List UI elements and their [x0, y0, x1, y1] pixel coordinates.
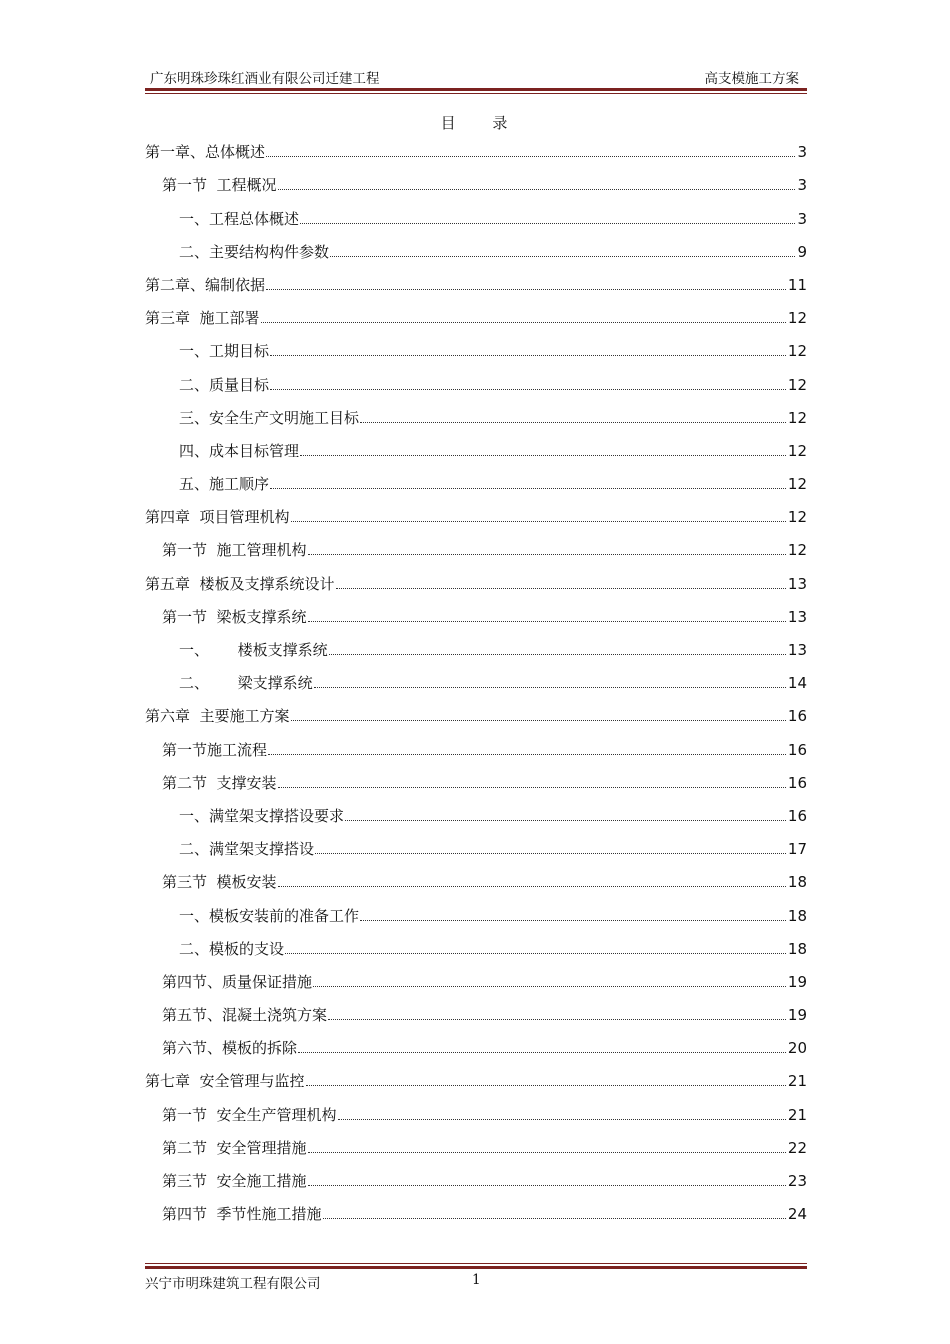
- toc-dot-leader: [291, 520, 786, 522]
- toc-entry-label: 四、成本目标管理: [179, 441, 300, 460]
- toc-entry-page-number: 12: [787, 441, 807, 460]
- toc-dot-leader: [266, 288, 786, 290]
- toc-entry-page-number: 12: [787, 541, 807, 560]
- toc-entry-label: 第六节、模板的拆除: [162, 1039, 298, 1058]
- toc-dot-leader: [308, 553, 786, 555]
- toc-entry-label: 第三节 安全施工措施: [162, 1172, 307, 1190]
- toc-dot-leader: [360, 421, 786, 423]
- toc-dot-leader: [314, 686, 786, 688]
- toc-entry-page-number: 20: [787, 1039, 807, 1058]
- toc-entry-page-number: 16: [787, 806, 807, 825]
- toc-entry-label: 第四节 季节性施工措施: [162, 1205, 322, 1224]
- toc-entry-page-number: 13: [787, 607, 807, 626]
- toc-entry-page-number: 12: [787, 408, 807, 427]
- toc-entry-label: 第六章 主要施工方案: [145, 707, 290, 726]
- toc-entry[interactable]: [145, 993, 807, 1026]
- toc-dot-leader: [313, 985, 786, 987]
- toc-entry-page-number: 22: [787, 1138, 807, 1157]
- toc-entry[interactable]: [145, 163, 807, 196]
- toc-entry[interactable]: [145, 694, 807, 727]
- footer-rule-thin: [145, 1263, 807, 1264]
- toc-entry[interactable]: [145, 296, 807, 329]
- toc-dot-leader: [278, 188, 795, 190]
- toc-entry-label: 一、工期目标: [179, 342, 270, 361]
- toc-entry-label: 第七章 安全管理与监控: [145, 1072, 305, 1091]
- toc-entry-label: 二、满堂架支撑搭设: [179, 840, 315, 859]
- toc-entry-label: 第二节 支撑安装: [162, 773, 277, 792]
- toc-entry-label: 一、 楼板支撑系统: [179, 641, 328, 659]
- toc-entry-label: 第五节、混凝土浇筑方案: [162, 1006, 328, 1025]
- toc-entry-page-number: 23: [787, 1172, 807, 1190]
- toc-entry[interactable]: [145, 196, 807, 229]
- toc-dot-leader: [300, 222, 795, 224]
- toc-entry-page-number: 18: [787, 939, 807, 958]
- toc-dot-leader: [261, 321, 786, 323]
- toc-entry[interactable]: [145, 230, 807, 263]
- toc-entry-page-number: 21: [787, 1105, 807, 1124]
- toc-entry-label: 第三章 施工部署: [145, 309, 260, 328]
- toc-entry[interactable]: [145, 1026, 807, 1059]
- toc-entry[interactable]: [145, 396, 807, 429]
- toc-entry-label: 二、 梁支撑系统: [179, 674, 313, 693]
- toc-entry[interactable]: [145, 1159, 807, 1192]
- toc-dot-leader: [306, 1084, 786, 1086]
- toc-entry-label: 第二章、编制依据: [145, 275, 266, 294]
- toc-entry-label: 二、模板的支设: [179, 939, 285, 958]
- toc-entry[interactable]: [145, 1192, 807, 1225]
- toc-dot-leader: [345, 819, 786, 821]
- toc-entry-page-number: 12: [787, 309, 807, 328]
- footer-rule-thick: [145, 1266, 807, 1269]
- toc-entry-page-number: 17: [787, 840, 807, 859]
- toc-entry-label: 第三节 模板安装: [162, 873, 277, 892]
- toc-dot-leader: [285, 952, 786, 954]
- toc-entry-label: 第二节 安全管理措施: [162, 1138, 307, 1157]
- toc-entry[interactable]: [145, 1059, 807, 1092]
- toc-dot-leader: [323, 1217, 786, 1219]
- toc-dot-leader: [270, 388, 786, 390]
- toc-entry-page-number: 12: [787, 508, 807, 527]
- toc-entry-label: 第五章 楼板及支撑系统设计: [145, 574, 335, 593]
- toc-entry-label: 第四章 项目管理机构: [145, 508, 290, 527]
- toc-dot-leader: [308, 1151, 786, 1153]
- toc-dot-leader: [308, 620, 786, 622]
- toc-entry-page-number: 3: [797, 143, 807, 162]
- toc-entry[interactable]: [145, 130, 807, 163]
- toc-entry-label: 第一节 施工管理机构: [162, 541, 307, 560]
- toc-dot-leader: [270, 354, 786, 356]
- toc-entry-label: 一、工程总体概述: [179, 209, 300, 228]
- toc-entry-page-number: 3: [797, 176, 807, 195]
- toc-dot-leader: [336, 587, 786, 589]
- toc-entry-page-number: 18: [787, 873, 807, 892]
- toc-entry[interactable]: [145, 794, 807, 827]
- toc-dot-leader: [338, 1118, 786, 1120]
- toc-entry-page-number: 13: [787, 574, 807, 593]
- toc-entry[interactable]: [145, 1092, 807, 1125]
- toc-dot-leader: [298, 1051, 786, 1053]
- toc-entry-label: 二、主要结构构件参数: [179, 242, 330, 261]
- toc-entry-label: 三、安全生产文明施工目标: [179, 408, 360, 427]
- toc-entry[interactable]: [145, 561, 807, 594]
- toc-dot-leader: [278, 885, 786, 887]
- toc-entry[interactable]: [145, 827, 807, 860]
- toc-entry-page-number: 13: [787, 641, 807, 659]
- toc-entry-label: 五、施工顺序: [179, 475, 270, 494]
- toc-title-part1: 目: [440, 114, 458, 132]
- toc-dot-leader: [278, 786, 786, 788]
- toc-entry-label: 一、满堂架支撑搭设要求: [179, 806, 345, 825]
- toc-entry-page-number: 12: [787, 475, 807, 494]
- toc-entry[interactable]: [145, 462, 807, 495]
- footer-company-name: 兴宁市明珠建筑工程有限公司: [145, 1276, 321, 1292]
- toc-entry-page-number: 3: [797, 209, 807, 228]
- toc-entry[interactable]: [145, 595, 807, 628]
- toc-entry-page-number: 9: [797, 242, 807, 261]
- toc-entry-label: 第一节 梁板支撑系统: [162, 607, 307, 626]
- header-document-title: 高支模施工方案: [704, 71, 799, 87]
- toc-entry[interactable]: [145, 263, 807, 296]
- toc-entry[interactable]: [145, 628, 807, 661]
- toc-dot-leader: [330, 255, 795, 257]
- toc-entry[interactable]: [145, 329, 807, 362]
- toc-dot-leader: [268, 753, 786, 755]
- header-rule-thick: [145, 88, 807, 91]
- toc-entry-page-number: 11: [787, 275, 807, 294]
- toc-entry[interactable]: [145, 1126, 807, 1159]
- toc-entry-page-number: 12: [787, 342, 807, 361]
- toc-entry-page-number: 14: [787, 674, 807, 693]
- toc-dot-leader: [308, 1184, 786, 1186]
- toc-entry-page-number: 16: [787, 773, 807, 792]
- toc-entry[interactable]: [145, 661, 807, 694]
- toc-entry-label: 第一章、总体概述: [145, 143, 266, 162]
- table-of-contents: [145, 130, 807, 1225]
- toc-entry-page-number: 16: [787, 707, 807, 726]
- toc-entry[interactable]: [145, 727, 807, 760]
- toc-entry[interactable]: [145, 860, 807, 893]
- toc-dot-leader: [270, 487, 786, 489]
- toc-entry[interactable]: [145, 960, 807, 993]
- toc-entry-page-number: 18: [787, 906, 807, 925]
- toc-entry[interactable]: [145, 893, 807, 926]
- toc-entry[interactable]: [145, 927, 807, 960]
- footer-page-number: 1: [472, 1272, 481, 1288]
- toc-entry[interactable]: [145, 429, 807, 462]
- toc-dot-leader: [315, 852, 786, 854]
- toc-entry-label: 第一节施工流程: [162, 740, 268, 759]
- toc-entry[interactable]: [145, 761, 807, 794]
- toc-dot-leader: [360, 919, 786, 921]
- header-rule-thin: [145, 93, 807, 94]
- toc-entry[interactable]: [145, 495, 807, 528]
- toc-entry-page-number: 16: [787, 740, 807, 759]
- page-footer: [145, 1270, 807, 1300]
- toc-entry-label: 二、质量目标: [179, 375, 270, 394]
- toc-entry-page-number: 19: [787, 972, 807, 991]
- toc-entry-page-number: 19: [787, 1006, 807, 1025]
- toc-entry[interactable]: [145, 528, 807, 561]
- toc-entry-label: 第一节 安全生产管理机构: [162, 1105, 337, 1124]
- toc-entry-page-number: 12: [787, 375, 807, 394]
- toc-dot-leader: [266, 155, 795, 157]
- toc-entry-label: 第一节 工程概况: [162, 176, 277, 195]
- toc-entry-page-number: 21: [787, 1072, 807, 1091]
- toc-entry-label: 第四节、质量保证措施: [162, 972, 313, 991]
- toc-dot-leader: [300, 454, 786, 456]
- header-project-name: 广东明珠珍珠红酒业有限公司迁建工程: [150, 71, 380, 87]
- toc-entry[interactable]: [145, 362, 807, 395]
- toc-entry-label: 一、模板安装前的准备工作: [179, 906, 360, 925]
- toc-dot-leader: [328, 1018, 786, 1020]
- toc-entry-page-number: 24: [787, 1205, 807, 1224]
- toc-dot-leader: [291, 719, 786, 721]
- toc-dot-leader: [329, 653, 786, 655]
- toc-title-part2: 录: [492, 114, 510, 132]
